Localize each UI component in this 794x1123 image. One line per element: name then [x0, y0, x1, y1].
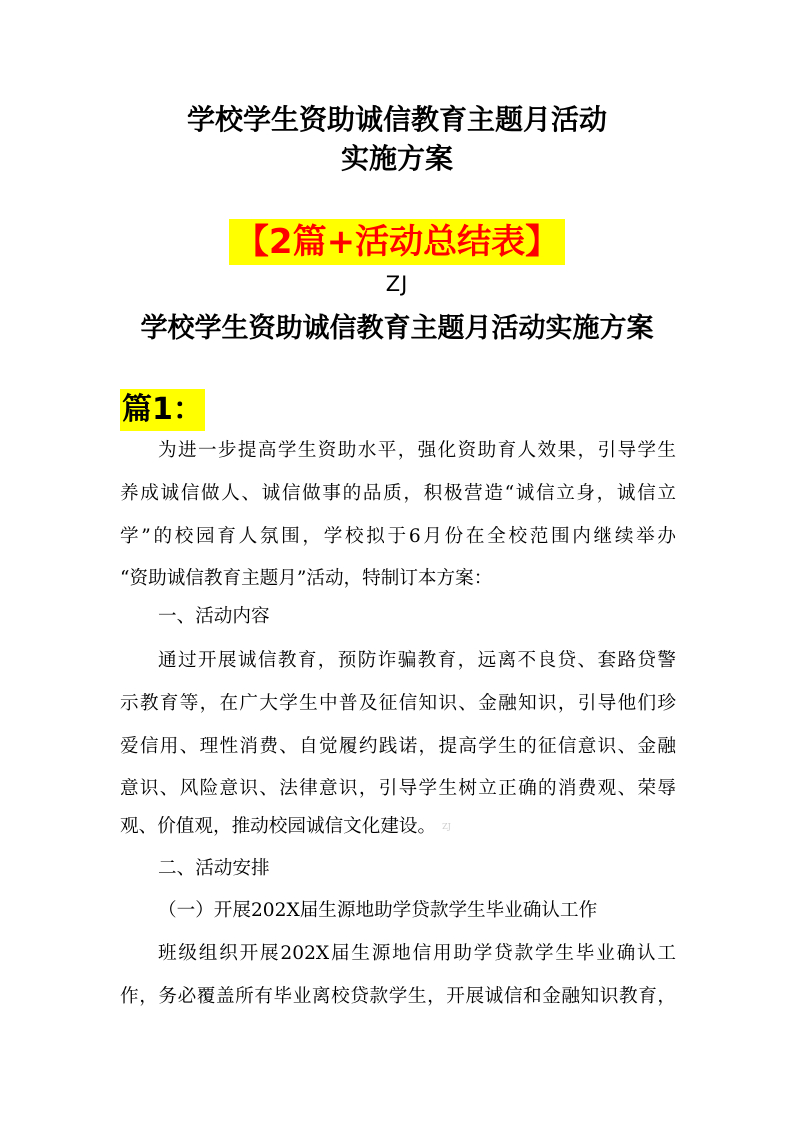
body-line: “资助诚信教育主题月”活动，特制订本方案：	[120, 568, 493, 589]
document-title-line2: 实施方案	[340, 142, 453, 175]
highlight-banner-wrapper	[0, 219, 794, 265]
body-line-with-watermark	[120, 814, 676, 840]
section-heading: 二、活动安排	[158, 858, 270, 879]
subsection-heading: （一）开展202X届生源地助学贷款学生毕业确认工作	[158, 900, 598, 921]
body-line: 学”的校园育人氛围，学校拟于6月份在全校范围内继续举办	[120, 526, 676, 547]
section-heading: 一、活动内容	[158, 606, 270, 627]
code-mark: ZJ	[385, 272, 409, 296]
watermark-mark: ZJ	[442, 822, 451, 831]
body-line: 通过开展诚信教育，预防诈骗教育，远离不良贷、套路贷警	[158, 650, 676, 671]
body-line: 班级组织开展202X届生源地信用助学贷款学生毕业确认工	[158, 943, 676, 964]
body-line: 作，务必覆盖所有毕业离校贷款学生，开展诚信和金融知识教育，	[120, 986, 676, 1007]
document-title-line1: 学校学生资助诚信教育主题月活动	[186, 103, 607, 136]
body-line: 示教育等，在广大学生中普及征信知识、金融知识，引导他们珍	[120, 693, 676, 714]
body-line: 养成诚信做人、诚信做事的品质，积极营造“诚信立身，诚信立	[120, 483, 676, 504]
part-label: 篇1：	[120, 389, 205, 431]
body-line-text: 观、价值观，推动校园诚信文化建设。	[120, 816, 437, 837]
document-subtitle: 学校学生资助诚信教育主题月活动实施方案	[140, 313, 654, 344]
highlight-banner: 【2篇+活动总结表】	[229, 219, 565, 265]
body-line: 爱信用、理性消费、自觉履约践诺，提高学生的征信意识、金融	[120, 736, 676, 757]
body-line: 意识、风险意识、法律意识，引导学生树立正确的消费观、荣辱	[120, 778, 676, 799]
body-line: 为进一步提高学生资助水平，强化资助育人效果，引导学生	[158, 440, 676, 461]
